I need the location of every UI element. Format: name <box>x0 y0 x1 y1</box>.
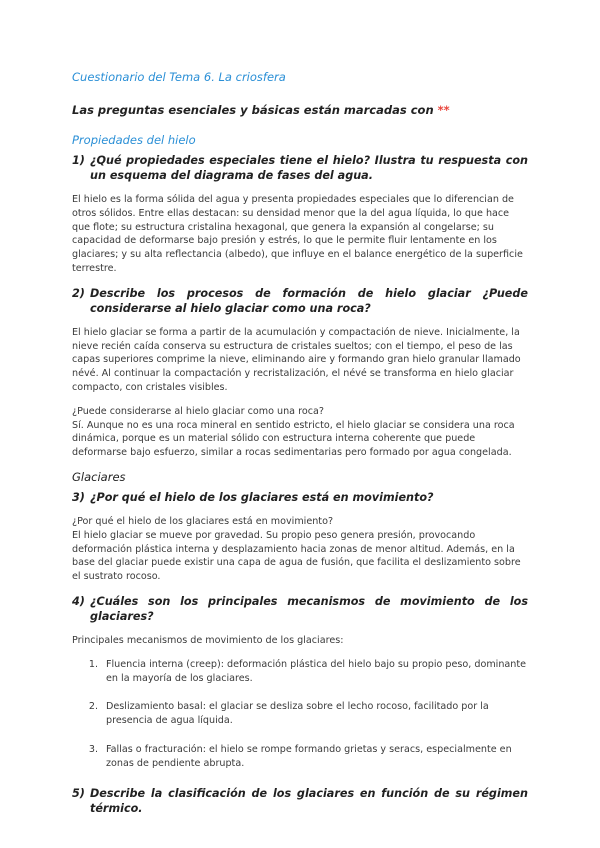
subtitle-text: Las preguntas esenciales y básicas están marcadas con <box>72 103 434 117</box>
list-item-number: 2. <box>88 701 98 713</box>
answer-2b <box>72 405 528 460</box>
answer-1: El hielo es la forma sólida del agua y presenta propiedades especiales que lo diferencian de otros sólidos. Entre ellas destacan: su densidad menor que la del agua líquida, lo que hace que flote; su estructura cristalina hexagonal, que genera la expansión al congelarse; su capacidad de deformarse bajo presión y estrés, lo que le permite fluir lentamente en los glaciares; y su alta reflectancia (albedo), que influye en el balance energético de la superficie terrestre. <box>72 194 523 274</box>
list-item <box>72 658 528 686</box>
subtitle <box>72 103 528 117</box>
list-item <box>72 743 528 771</box>
question-text: ¿Por qué el hielo de los glaciares está en movimiento? <box>90 490 434 504</box>
question-number: 2) <box>72 286 85 300</box>
answer-2a: El hielo glaciar se forma a partir de la acumulación y compactación de nieve. Inicialmente, la nieve recién caída conserva su estructura de cristales sueltos; con el tiempo, el peso de las capas superiores comprime la nieve, eliminando aire y formando gran hielo granular llamado névé. Al continuar la compactación y recristalización, el névé se transforma en hielo glaciar compacto, con cristales visibles. <box>72 326 521 393</box>
question-2 <box>72 286 528 316</box>
question-3 <box>72 490 528 505</box>
answer-2b-text: Sí. Aunque no es una roca mineral en sentido estricto, el hielo glaciar se considera una roca dinámica, porque es un material sólido con estructura interna coherente que puede deformarse bajo esfuerzo, similar a rocas sedimentarias pero formado por agua congelada. <box>72 419 515 459</box>
question-4 <box>72 594 528 624</box>
question-text: ¿Qué propiedades especiales tiene el hielo? Ilustra tu respuesta con un esquema del diagrama de fases del agua. <box>90 154 528 182</box>
list-item-number: 1. <box>88 658 98 670</box>
answer-3-text: El hielo glaciar se mueve por gravedad. Su propio peso genera presión, provocando deformación plástica interna y desplazamiento hacia zonas de menor altitud. Además, en la base del glaciar puede existir una capa de agua de fusión, que facilita el deslizamiento sobre el sustrato rocoso. <box>72 529 521 583</box>
question-number: 3) <box>72 490 85 504</box>
document-title: Cuestionario del Tema 6. La criosfera <box>72 70 286 84</box>
mechanisms-list <box>72 658 528 771</box>
section-heading-glaciers: Glaciares <box>72 469 126 484</box>
list-item-text: Fluencia interna (creep): deformación plástica del hielo bajo su propio peso, dominante en la mayoría de los glaciares. <box>106 658 527 684</box>
answer-3-question: ¿Por qué el hielo de los glaciares está en movimiento? <box>72 515 334 527</box>
list-item-number: 3. <box>88 743 98 755</box>
question-5 <box>72 786 528 816</box>
answer-4-intro: Principales mecanismos de movimiento de los glaciares: <box>72 634 344 646</box>
section-heading-ice-properties: Propiedades del hielo <box>72 133 196 147</box>
answer-2b-question: ¿Puede considerarse al hielo glaciar como una roca? <box>72 405 324 417</box>
list-item-text: Deslizamiento basal: el glaciar se desliza sobre el lecho rocoso, facilitado por la presencia de agua líquida. <box>106 701 489 727</box>
question-text: Describe los procesos de formación de hielo glaciar ¿Puede considerarse al hielo glaciar como una roca? <box>90 286 528 315</box>
question-number: 1) <box>72 154 85 167</box>
essential-marker: ** <box>437 103 450 117</box>
question-text: ¿Cuáles son los principales mecanismos de movimiento de los glaciares? <box>90 594 528 623</box>
list-item <box>72 700 528 728</box>
question-text: Describe la clasificación de los glaciares en función de su régimen térmico. <box>90 786 528 815</box>
question-number: 4) <box>72 594 85 608</box>
question-number: 5) <box>72 786 85 800</box>
question-1 <box>72 153 528 183</box>
answer-3 <box>72 515 528 584</box>
list-item-text: Fallas o fracturación: el hielo se rompe formando grietas y seracs, especialmente en zonas de pendiente abrupta. <box>106 743 512 769</box>
